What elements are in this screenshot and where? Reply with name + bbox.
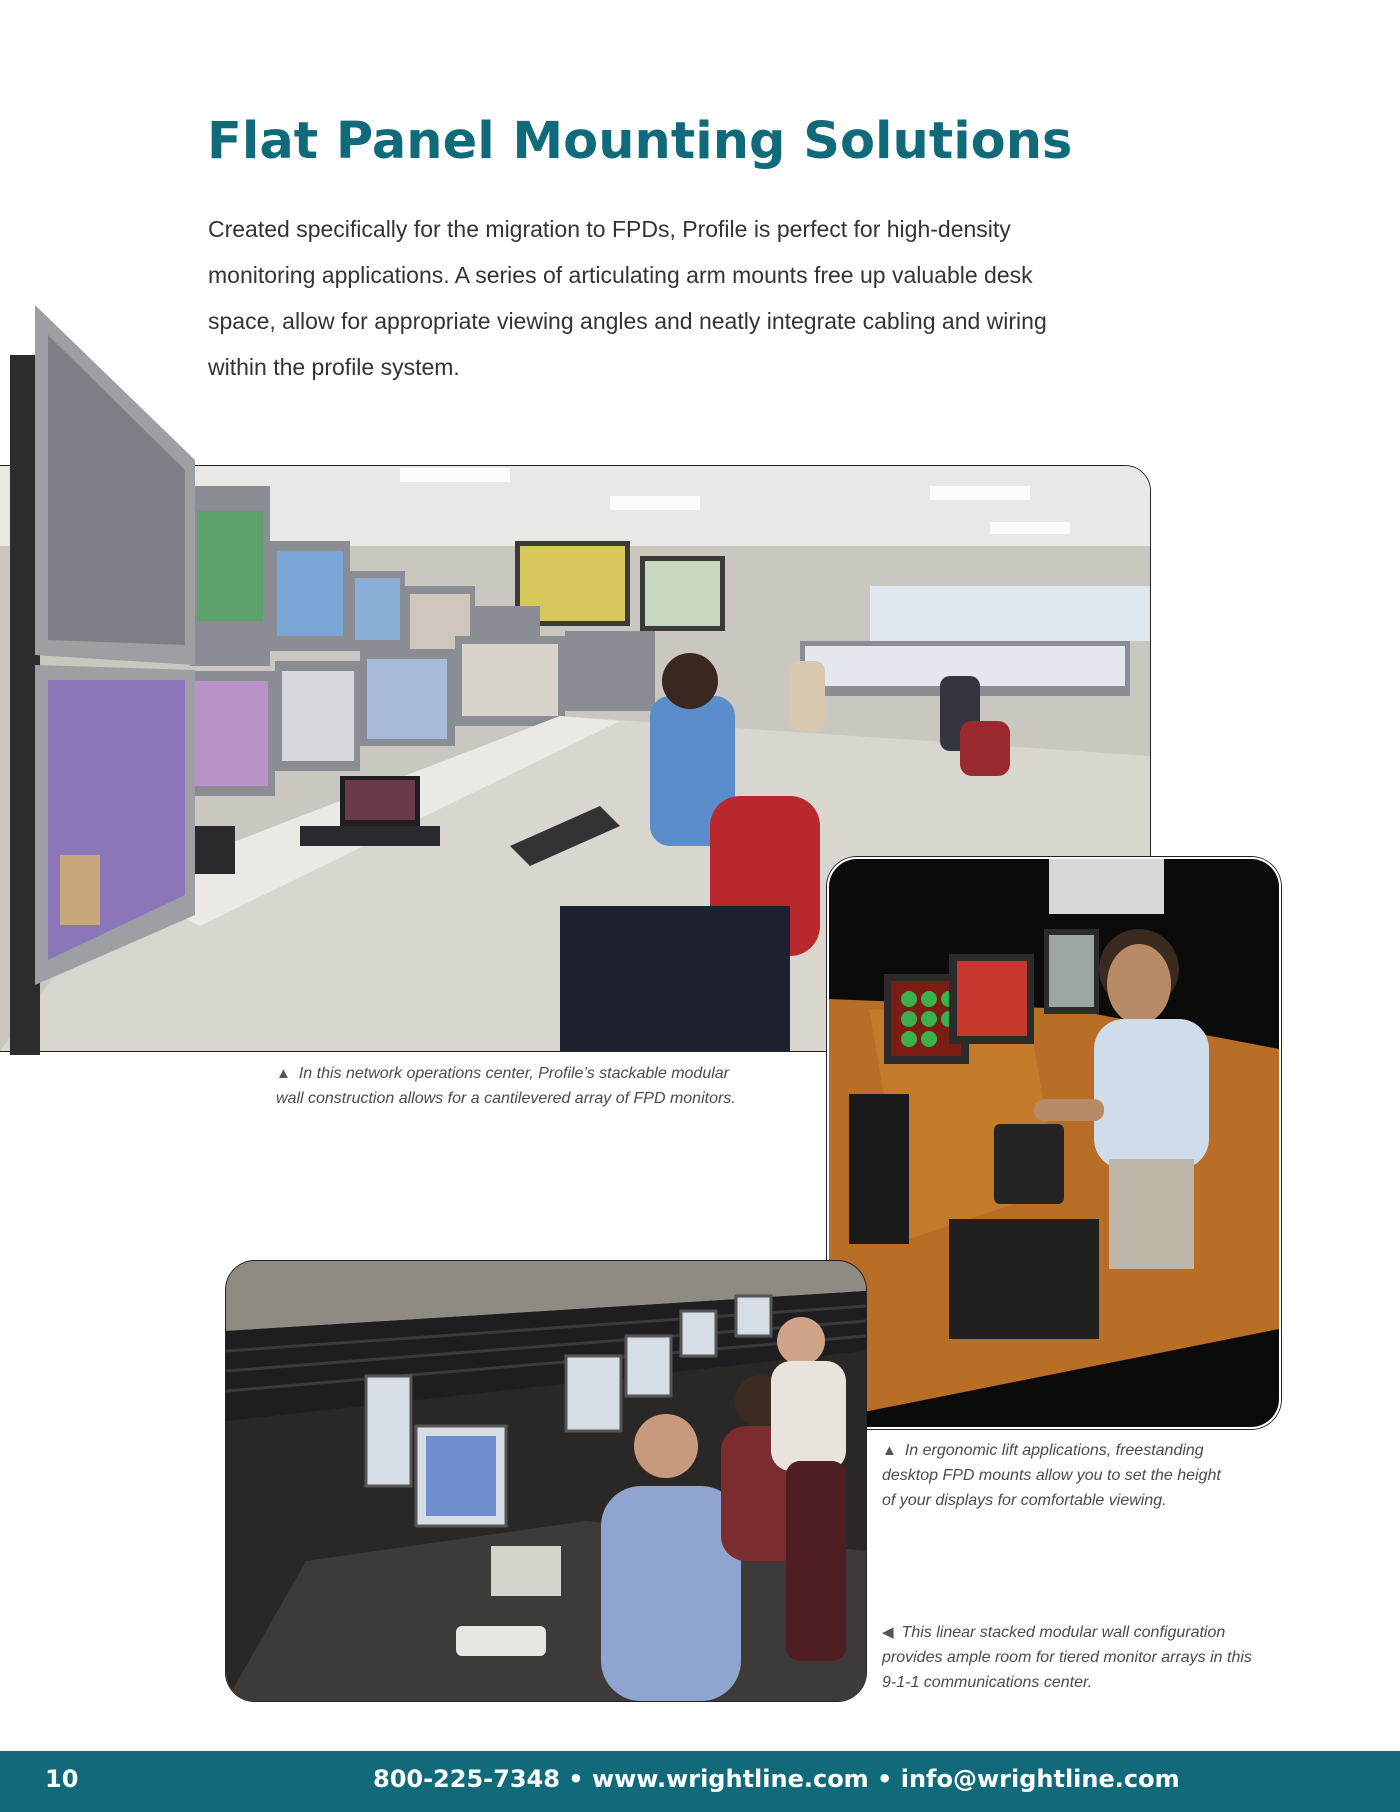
lift-workstation-photo [827,857,1281,1429]
page-title: Flat Panel Mounting Solutions [207,112,1073,171]
footer-bar [0,1751,1400,1812]
triangle-up-icon: ▲ [276,1065,291,1082]
noc-caption-text: In this network operations center, Profile’s stackable modular wall construction allows for a cantilevered array of FPD monitors. [276,1065,736,1107]
comms-caption [882,1620,1252,1695]
page-number: 10 [45,1765,79,1793]
comms-center-photo [225,1260,867,1702]
triangle-up-icon: ▲ [882,1442,897,1459]
foreground-monitor-stack [0,295,205,1055]
contact-info: 800-225-7348 • www.wrightline.com • info@wrightline.com [373,1765,1180,1793]
triangle-left-icon: ◀ [882,1624,894,1641]
lift-caption-text: In ergonomic lift applications, freestanding desktop FPD mounts allow you to set the height of your displays for comfortable viewing. [882,1442,1221,1509]
noc-caption [276,1061,756,1111]
comms-caption-text: This linear stacked modular wall configuration provides ample room for tiered monitor arrays in this 9-1-1 communications center. [882,1624,1252,1691]
intro-paragraph: Created specifically for the migration to FPDs, Profile is perfect for high-density monitoring applications. A series of articulating arm mounts free up valuable desk space, allow for appropriate viewing angles and neatly integrate cabling and wiring within the profile system. [208,216,1047,380]
lift-caption [882,1438,1232,1513]
